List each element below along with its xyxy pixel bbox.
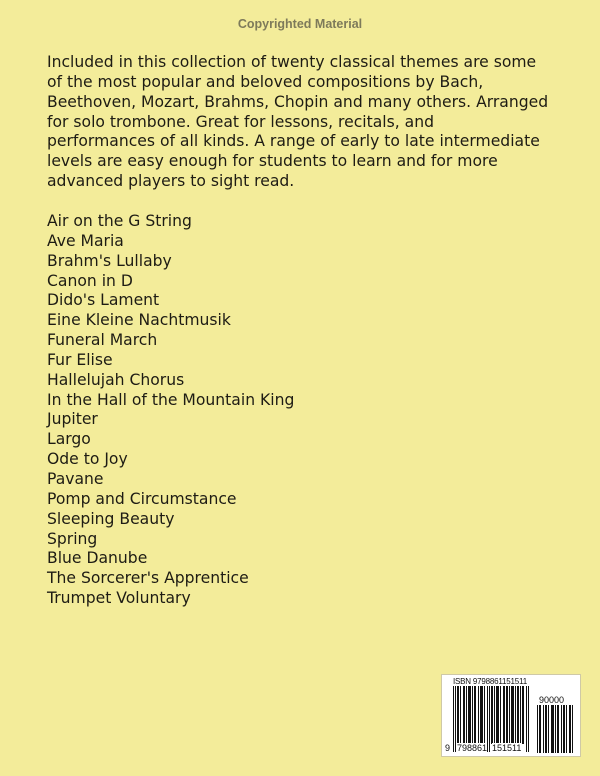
description-line: Beethoven, Mozart, Brahms, Chopin and many others. Arranged <box>47 92 549 111</box>
barcode-digit-prefix: 9 <box>445 743 451 753</box>
addon-barcode-icon <box>537 705 574 753</box>
list-item: Fur Elise <box>47 350 113 369</box>
list-item: Hallelujah Chorus <box>47 370 185 389</box>
list-item: Brahm's Lullaby <box>47 251 172 270</box>
barcode-digit-group-1: 798861 <box>457 743 488 753</box>
book-description <box>47 53 548 192</box>
list-item: In the Hall of the Mountain King <box>47 390 295 409</box>
description-line: performances of all kinds. A range of early to late intermediate <box>47 132 540 151</box>
price-code: 90000 <box>539 695 565 705</box>
list-item: Canon in D <box>47 271 133 290</box>
list-item: Air on the G String <box>47 212 192 230</box>
description-line: advanced players to sight read. <box>47 172 295 191</box>
list-item: Pomp and Circumstance <box>47 489 237 508</box>
isbn-label: ISBN 9798861151511 <box>453 677 527 686</box>
contents-list <box>47 212 294 609</box>
list-item: Largo <box>47 430 91 449</box>
list-item: Ave Maria <box>47 231 124 250</box>
description-line: levels are easy enough for students to learn and for more <box>47 152 498 171</box>
description-line: Included in this collection of twenty classical themes are some <box>47 53 537 71</box>
list-item: Pavane <box>47 469 104 488</box>
description-line: of the most popular and beloved compositions by Bach, <box>47 72 484 91</box>
list-item: Dido's Lament <box>47 291 160 310</box>
copyright-watermark: Copyrighted Material <box>237 17 363 31</box>
list-item: Jupiter <box>47 410 98 429</box>
list-item: Spring <box>47 529 98 548</box>
list-item: Blue Danube <box>47 549 148 568</box>
list-item: Funeral March <box>47 331 158 350</box>
isbn-barcode <box>441 674 581 757</box>
description-line: for solo trombone. Great for lessons, recitals, and <box>47 112 434 131</box>
list-item: Trumpet Voluntary <box>47 589 191 608</box>
list-item: Ode to Joy <box>47 450 128 469</box>
barcode-digit-group-2: 151511 <box>492 743 522 753</box>
list-item: The Sorcerer's Apprentice <box>47 569 249 588</box>
list-item: Eine Kleine Nachtmusik <box>47 311 231 330</box>
list-item: Sleeping Beauty <box>47 509 175 528</box>
